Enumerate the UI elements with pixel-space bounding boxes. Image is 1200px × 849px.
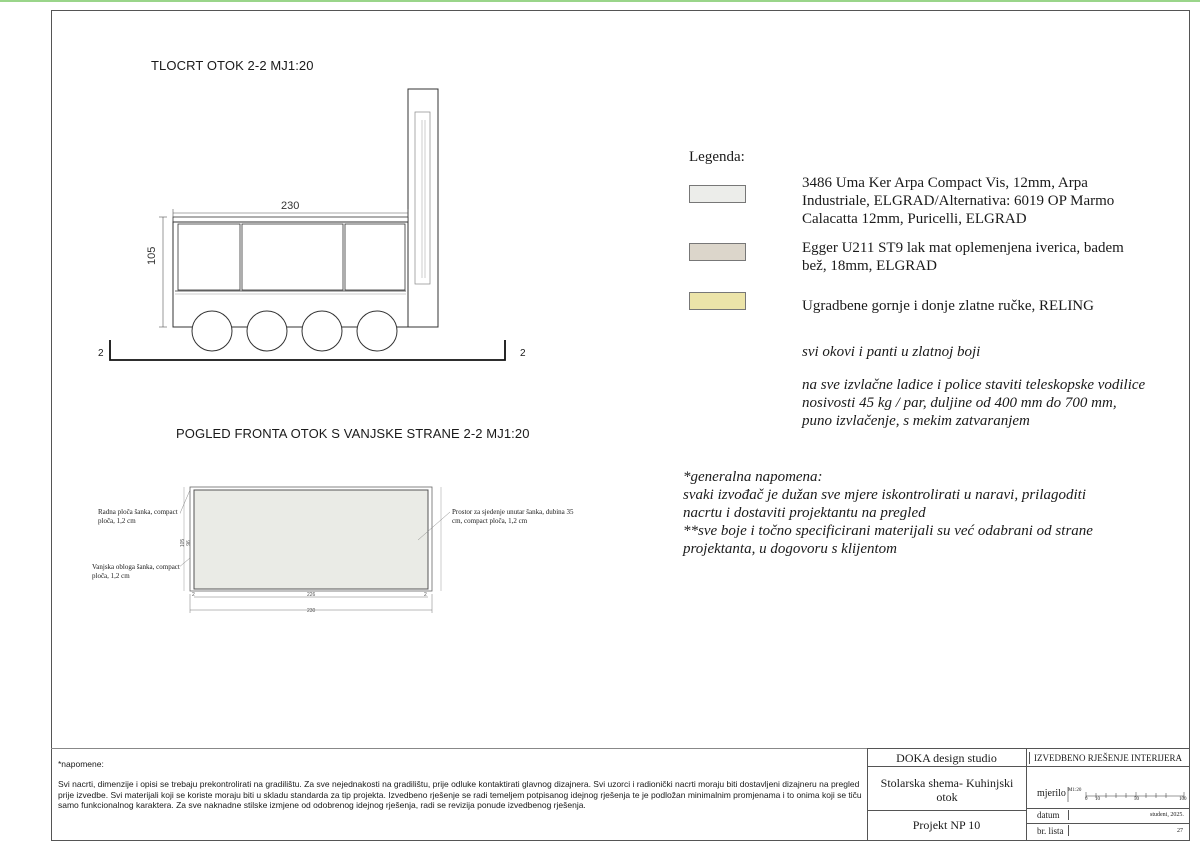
tb-sheet-value: 27 [1177, 828, 1183, 834]
tb-scale-value: M1:20 [1068, 788, 1082, 793]
scale-tick-10: 10 [1095, 797, 1100, 802]
front-height-outer-dim: 105 [180, 538, 187, 548]
front-panel [194, 490, 428, 589]
front-drawing [180, 480, 450, 620]
callout-prostor: Prostor za sjedenje unutar šanka, dubina 35 cm, compact ploča, 1,2 cm [452, 508, 574, 525]
tb-project: Projekt NP 10 [912, 818, 981, 832]
section-mark-right: 2 [520, 348, 526, 359]
tb-sheet-label: br. lista [1037, 826, 1064, 836]
legend-swatch-egger [689, 243, 746, 261]
plan-worktop [173, 217, 408, 222]
notes-divider [51, 748, 867, 749]
legend-text-egger: Egger U211 ST9 lak mat oplemenjena iverica, badem bež, 18mm, ELGRAD [802, 240, 1124, 274]
legend-text-handles: Ugradbene gornje i donje zlatne ručke, RELING [802, 298, 1094, 314]
stool [357, 311, 397, 351]
callout-vanjska-obloga: Vanjska obloga šanka, compact ploča, 1,2 cm [92, 563, 180, 580]
front-right-small-dim: 2 [424, 592, 427, 598]
notes-label: *napomene: [58, 759, 104, 769]
front-height-inner-dim: 96 [185, 540, 192, 546]
tb-date-value: studeni, 2025. [1150, 812, 1184, 818]
scale-tick-0: 0 [1085, 797, 1088, 802]
tb-studio: DOKA design studio [896, 751, 997, 765]
tb-date-label: datum [1037, 810, 1060, 820]
stool [302, 311, 342, 351]
plan-drawing [95, 80, 535, 370]
notes-text: Svi nacrti, dimenzije i opisi se trebaju prekontrolirati na gradilištu. Za sve nejednakosti na gradilištu, prije odluke kontaktirati glavnog dizajnera. Svi uzorci i radionički nacrti moraju biti dostavljeni dizajneru na pregled prije izvedbe. Svi materijali koji se koriste moraju biti u skladu standarda za tip projekta. Izvedbeno rješenje se radi temeljem potpisanog idejnog rješenja te je podložan minimalnim promjenama i to onima koji se tiču samo funkcionalnog karaktera. Za sve naknadne stilske izmjene od odobrenog idejnog rješenja, radi se revizija ponude izvedbenog rješenja. [58, 779, 862, 810]
legend-title: Legenda: [689, 149, 745, 165]
general-note-line1: svaki izvođač je dužan sve mjere iskontrolirati u naravi, prilagoditi nacrtu i dostaviti projektantu na pregled [683, 487, 1087, 521]
general-note-line2: **sve boje i točno specificirani materijali su već odabrani od strane projektanta, u dogovoru s klijentom [683, 523, 1093, 557]
tb-scale-label: mjerilo [1037, 788, 1066, 799]
legend-text-compact: 3486 Uma Ker Arpa Compact Vis, 12mm, Arpa Industriale, ELGRAD/Alternativa: 6019 OP Marmo Calacatta 12mm, Puricelli, ELGRAD [802, 175, 1115, 227]
top-accent-line [0, 0, 1200, 2]
legend-note-drawers: na sve izvlačne ladice i police staviti teleskopske vodilice nosivosti 45 kg / par, duljine od 400 mm do 700 mm, puno izvlačenje, s mekim zatvaranjem [802, 377, 1146, 429]
front-title: POGLED FRONTA OTOK S VANJSKE STRANE 2-2 MJ1:20 [176, 426, 530, 441]
general-note-heading: *generalna napomena: [683, 469, 823, 485]
legend-note-fittings: svi okovi i panti u zlatnoj boji [802, 344, 981, 360]
stool [192, 311, 232, 351]
plan-height-dim: 105 [146, 246, 158, 265]
plan-width-dim: 230 [281, 200, 300, 212]
front-inner-width-dim: 226 [307, 592, 316, 598]
plan-title: TLOCRT OTOK 2-2 MJ1:20 [151, 58, 314, 73]
stool [247, 311, 287, 351]
front-left-small-dim: 2 [192, 592, 195, 598]
side-panel [408, 89, 438, 327]
tb-project-type: IZVEDBENO RJEŠENJE INTERIJERA [1034, 753, 1182, 763]
front-outer-width-dim: 230 [307, 608, 316, 614]
section-mark-left: 2 [98, 348, 104, 359]
scale-tick-50: 50 [1134, 797, 1139, 802]
scale-tick-100: 100 [1179, 797, 1187, 802]
legend-swatch-compact [689, 185, 746, 203]
callout-radna-ploca: Radna ploča šanka, compact ploča, 1,2 cm [98, 508, 178, 525]
general-note [683, 468, 1123, 558]
tb-drawing-name: Stolarska shema- Kuhinjski otok [880, 776, 1014, 804]
legend-swatch-handles [689, 292, 746, 310]
